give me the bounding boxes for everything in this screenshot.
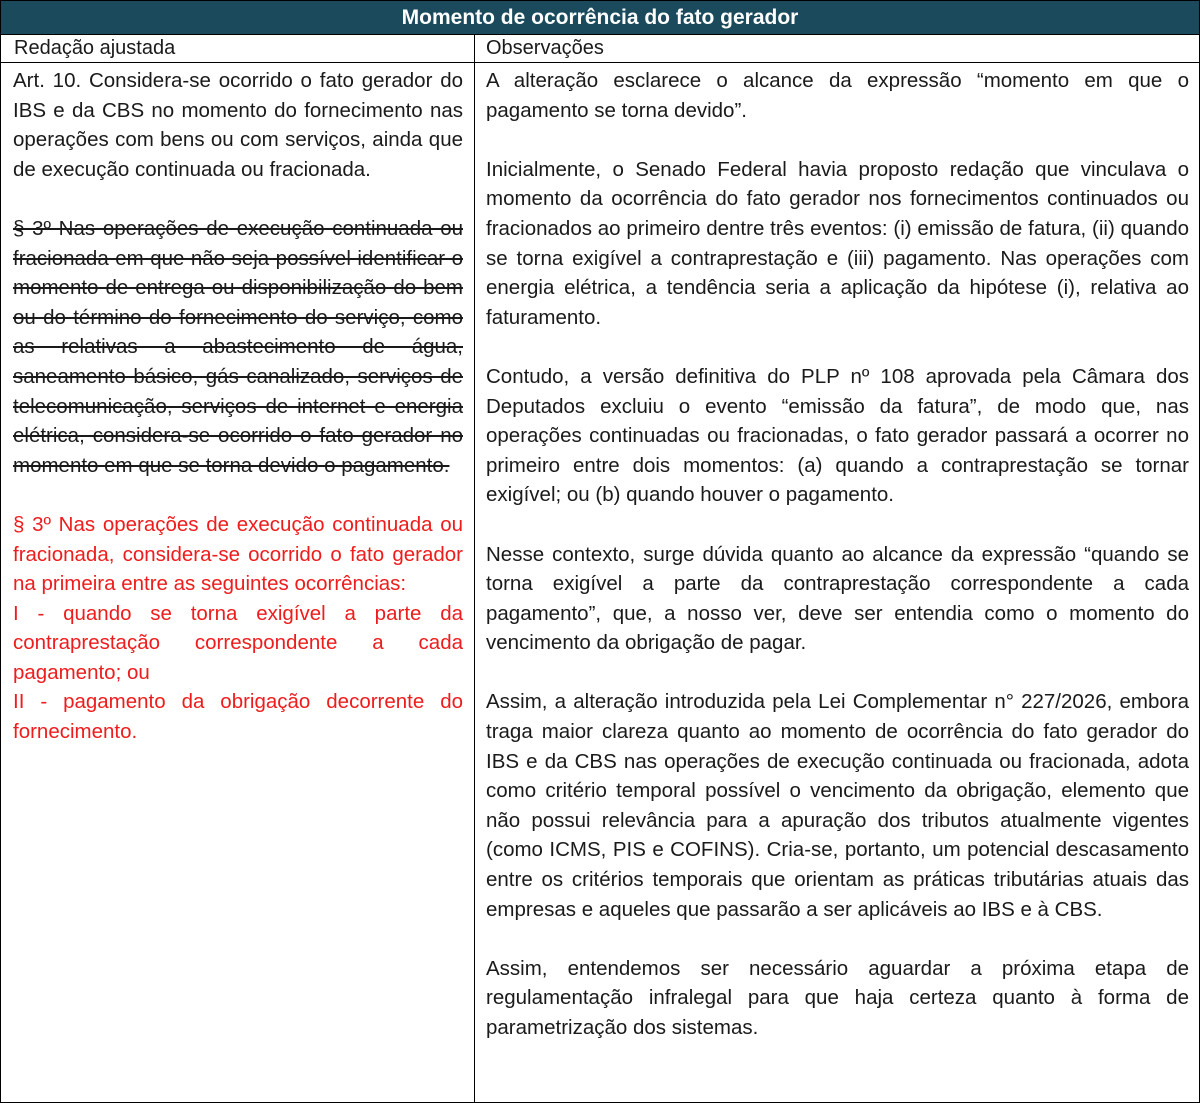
column-header-left: Redação ajustada <box>14 37 176 59</box>
observation-1: A alteração esclarece o alcance da expressão “momento em que o pagamento se torna devido”. <box>486 69 1189 122</box>
right-column <box>486 66 1189 1043</box>
removed-paragraph: § 3º Nas operações de execução continuada ou fracionada em que não seja possível identificar o momento de entrega ou disponibilização do bem ou do término do fornecimento do serviço, como as relativas a abastecimento de água, saneamento básico, gás canalizado, serviços de telecomunicação, serviços de internet e energia elétrica, considera-se ocorrido o fato gerador no momento em que se torna devido o pagamento. <box>13 216 463 477</box>
column-header-right: Observações <box>486 37 604 59</box>
observation-3: Contudo, a versão definitiva do PLP nº 108 aprovada pela Câmara dos Deputados excluiu o evento “emissão da fatura”, de modo que, nas operações continuadas ou fracionadas, o fato gerador passará a ocorrer no primeiro entre dois momentos: (a) quando a contraprestação se tornar exigível; ou (b) quando houver o pagamento. <box>486 364 1189 507</box>
table-title: Momento de ocorrência do fato gerador <box>1 1 1199 34</box>
new-paragraph-block <box>13 510 463 747</box>
observation-4: Nesse contexto, surge dúvida quanto ao alcance da expressão “quando se torna exigível a parte da contraprestação correspondente a cada pagamento”, que, a nosso ver, deve ser entendia como o momento do vencimento da obrigação de pagar. <box>486 542 1189 655</box>
column-divider <box>474 34 475 1103</box>
observation-6: Assim, entendemos ser necessário aguardar a próxima etapa de regulamentação infralegal para que haja certeza quanto à forma de parametrização dos sistemas. <box>486 956 1189 1039</box>
observation-5: Assim, a alteração introduzida pela Lei Complementar n° 227/2026, embora traga maior clareza quanto ao momento de ocorrência do fato gerador do IBS e da CBS nas operações de execução continuada ou fracionada, adota como critério temporal possível o vencimento da obrigação, elemento que não possui relevância para a apuração dos tributos atualmente vigentes (como ICMS, PIS e COFINS). Cria-se, portanto, um potencial descasamento entre os critérios temporais que orientam as práticas tributárias atuais das empresas e aqueles que passarão a ser aplicáveis ao IBS e à CBS. <box>486 690 1189 921</box>
observation-2: Inicialmente, o Senado Federal havia proposto redação que vinculava o momento da ocorrência do fato gerador nos fornecimentos continuados ou fracionados ao primeiro dentre três eventos: (i) emissão de fatura, (ii) quando se torna exigível a contraprestação e (iii) pagamento. Nas operações com energia elétrica, a tendência seria a aplicação da hipótese (i), relativa ao faturamento. <box>486 157 1189 329</box>
item-i: I - quando se torna exigível a parte da contraprestação correspondente a cada pagamento; ou <box>13 601 463 684</box>
item-ii: II - pagamento da obrigação decorrente do fornecimento. <box>13 690 463 744</box>
left-column <box>13 66 463 747</box>
new-paragraph: § 3º Nas operações de execução continuada ou fracionada, considera-se ocorrido o fato gerador na primeira entre as seguintes ocorrências: <box>13 512 463 596</box>
art10-text: Art. 10. Considera-se ocorrido o fato gerador do IBS e da CBS no momento do fornecimento nas operações com bens ou com serviços, ainda que de execução continuada ou fracionada. <box>13 69 463 181</box>
column-header-row <box>1 34 1199 63</box>
